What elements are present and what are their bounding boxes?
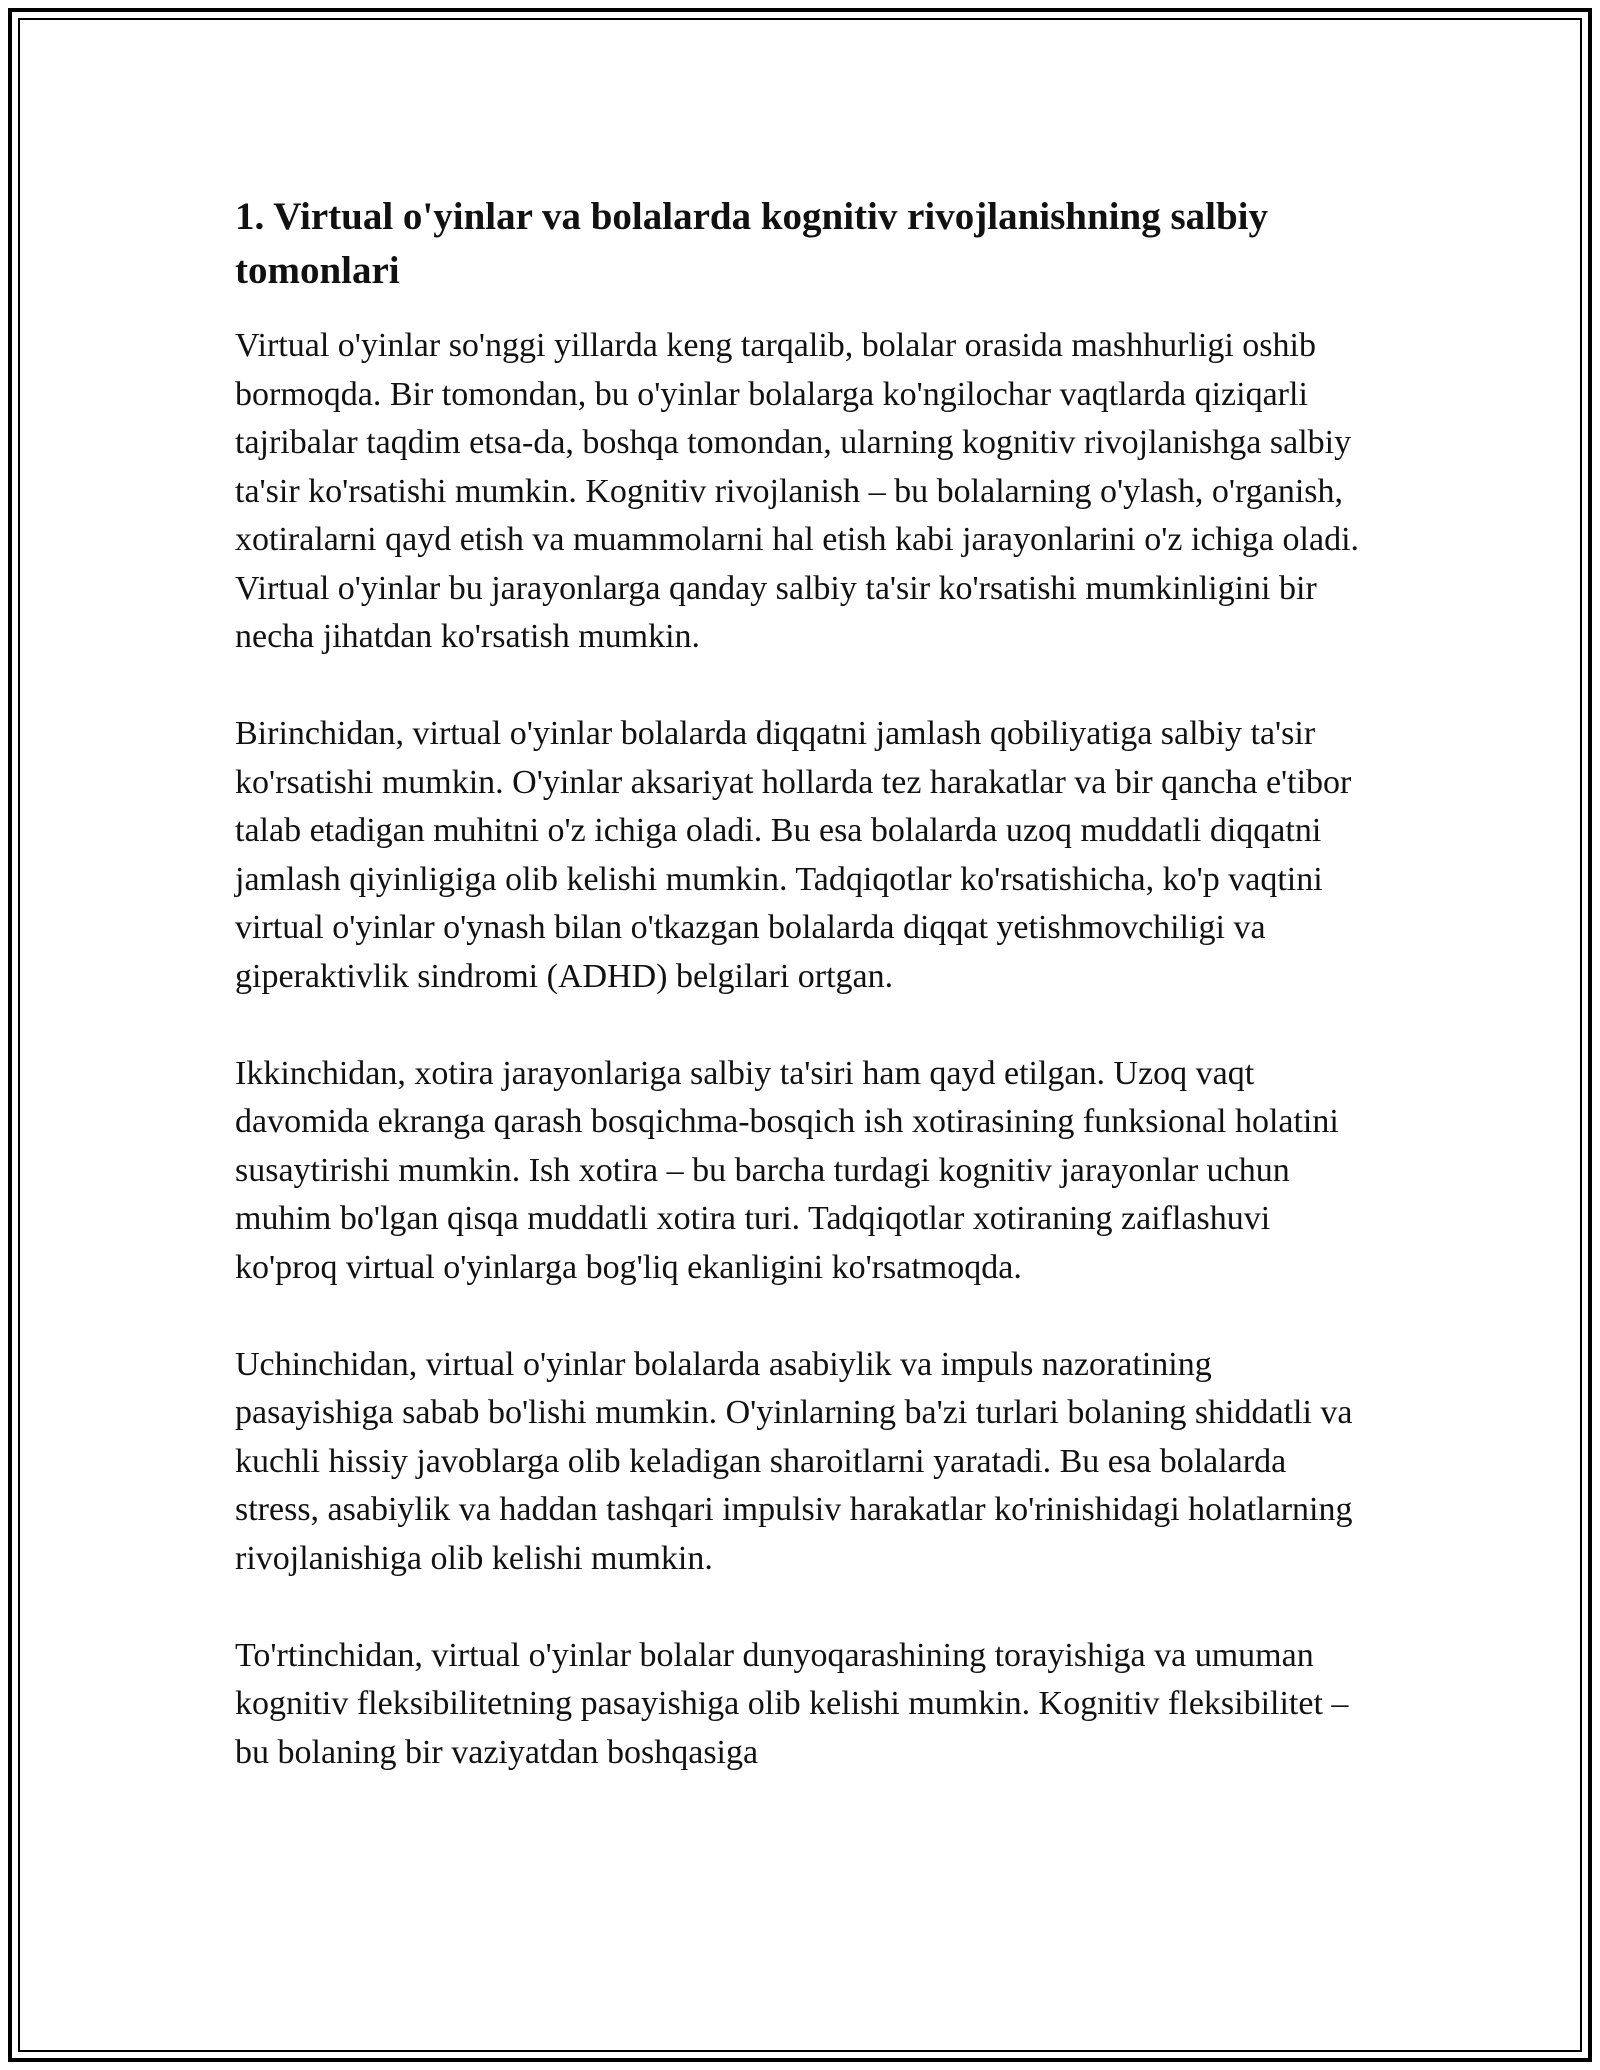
paragraph-attention: Birinchidan, virtual o'yinlar bolalarda diqqatni jamlash qobiliyatiga salbiy ta'sir ko'rsatishi mumkin. O'yinlar aksariyat hollarda tez harakatlar va bir qancha e'tibor talab etadigan muhitni o'z ichiga oladi. Bu esa bolalarda uzoq muddatli diqqatni jamlash qiyinligiga olib kelishi mumkin. Tadqiqotlar ko'rsatishicha, ko'p vaqtini virtual o'yinlar o'ynash bilan o'tkazgan bolalarda diqqat yetishmovchiligi va giperaktivlik sindromi (ADHD) belgilari ortgan. bbox=[235, 715, 1352, 995]
section-heading: 1. Virtual o'yinlar va bolalarda kognitiv rivojlanishning salbiy tomonlari bbox=[235, 195, 1268, 292]
paragraph-intro: Virtual o'yinlar so'nggi yillarda keng tarqalib, bolalar orasida mashhurligi oshib bormoqda. Bir tomondan, bu o'yinlar bolalarga ko'ngilochar vaqtlarda qiziqarli tajribalar taqdim etsa-da, boshqa tomondan, ularning kognitiv rivojlanishga salbiy ta'sir ko'rsatishi mumkin. Kognitiv rivojlanish – bu bolalarning o'ylash, o'rganish, xotiralarni qayd etish va muammolarni hal etish kabi jarayonlarini o'z ichiga oladi. Virtual o'yinlar bu jarayonlarga qanday salbiy ta'sir ko'rsatishi mumkinligini bir necha jihatdan ko'rsatish mumkin. bbox=[235, 327, 1360, 655]
paragraph-flexibility: To'rtinchidan, virtual o'yinlar bolalar dunyoqarashining torayishiga va umuman kognitiv fleksibilitetning pasayishiga olib kelishi mumkin. Kognitiv fleksibilitet – bu bolaning bir vaziyatdan boshqasiga bbox=[235, 1636, 1349, 1771]
document-body bbox=[235, 190, 1370, 1826]
paragraph-impulse: Uchinchidan, virtual o'yinlar bolalarda asabiylik va impuls nazoratining pasayishiga sabab bo'lishi mumkin. O'yinlarning ba'zi turlari bolaning shiddatli va kuchli hissiy javoblarga olib keladigan sharoitlarni yaratadi. Bu esa bolalarda stress, asabiylik va haddan tashqari impulsiv harakatlar ko'rinishidagi holatlarning rivojlanishiga olib kelishi mumkin. bbox=[235, 1345, 1353, 1577]
paragraph-memory: Ikkinchidan, xotira jarayonlariga salbiy ta'siri ham qayd etilgan. Uzoq vaqt davomida ekranga qarash bosqichma-bosqich ish xotirasining funksional holatini susaytirishi mumkin. Ish xotira – bu barcha turdagi kognitiv jarayonlar uchun muhim bo'lgan qisqa muddatli xotira turi. Tadqiqotlar xotiraning zaiflashuvi ko'proq virtual o'yinlarga bog'liq ekanligini ko'rsatmoqda. bbox=[235, 1054, 1339, 1286]
